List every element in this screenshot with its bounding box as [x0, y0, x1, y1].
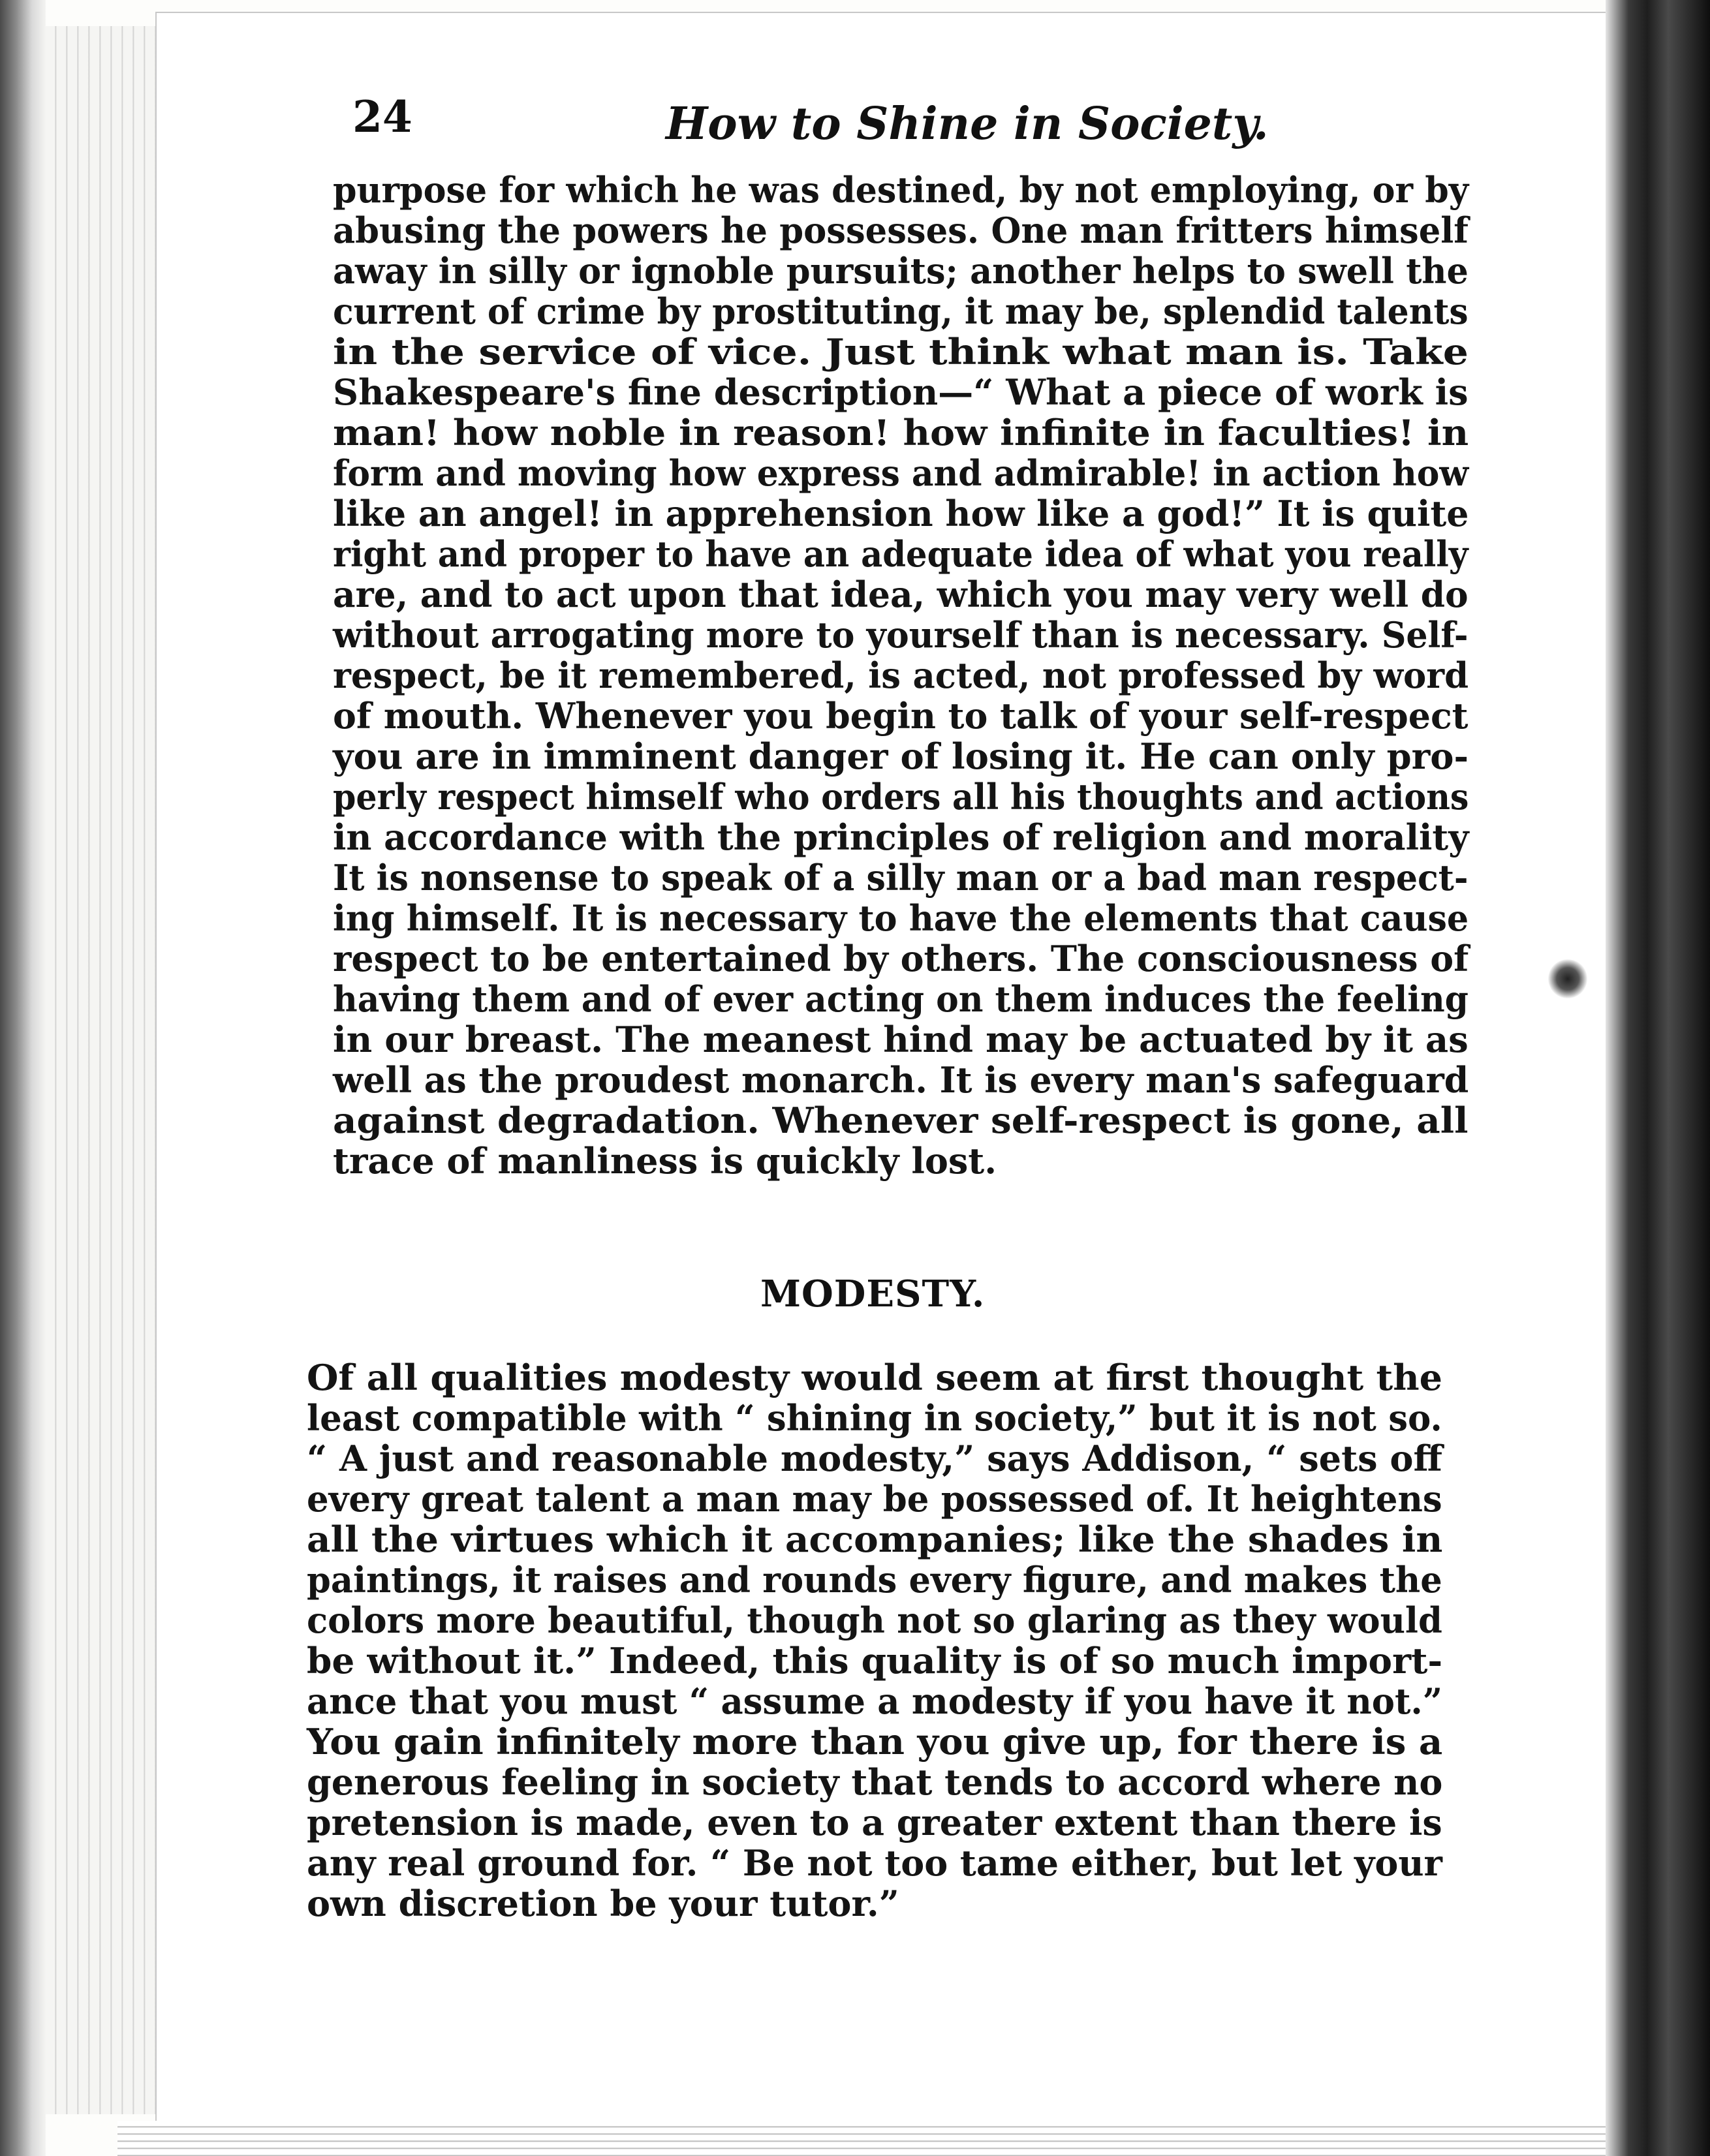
text-line: any real ground for. “ Be not too tame either, but let your [307, 1842, 1442, 1884]
text-line: having them and of ever acting on them induces the feeling [333, 978, 1469, 1020]
text-line: be without it.” Indeed, this quality is of so much import- [307, 1640, 1443, 1682]
text-line: paintings, it raises and rounds every figure, and makes the [307, 1559, 1442, 1601]
text-line: in the service of vice. Just think what man is. Take [333, 331, 1469, 373]
page-number: 24 [352, 91, 412, 142]
bottom-page-stack [117, 2121, 1638, 2156]
text-line: of mouth. Whenever you begin to talk of your self-respect [333, 695, 1469, 737]
text-line: Shakespeare's fine description—“ What a piece of work is [333, 371, 1469, 413]
text-line: own discretion be your tutor.” [307, 1883, 899, 1924]
running-head: How to Shine in Society. [666, 98, 1269, 150]
paragraph-self-respect [333, 170, 1469, 1201]
text-line: man! how noble in reason! how infinite in faculties! in [333, 412, 1469, 454]
text-line: respect, be it remembered, is acted, not professed by word [333, 654, 1469, 696]
text-line: purpose for which he was destined, by not employing, or by [333, 169, 1469, 211]
text-line: abusing the powers he possesses. One man fritters himself [333, 209, 1469, 251]
text-line: against degradation. Whenever self-respect is gone, all [333, 1100, 1469, 1141]
text-line: You gain infinitely more than you give up, for there is a [307, 1721, 1443, 1763]
left-book-edge [0, 0, 46, 2156]
text-line: without arrogating more to yourself than is necessary. Self- [333, 614, 1469, 656]
section-heading: MODESTY. [760, 1272, 986, 1316]
text-line: respect to be entertained by others. The consciousness of [333, 938, 1469, 979]
text-line: It is nonsense to speak of a silly man or a bad man respect- [333, 857, 1469, 899]
text-line: pretension is made, even to a greater extent than there is [307, 1802, 1442, 1843]
text-line: like an angel! in apprehension how like a god!” It is quite [333, 493, 1469, 534]
text-line: Of all qualities modesty would seem at first thought the [307, 1357, 1443, 1398]
text-line: generous feeling in society that tends to accord where no [307, 1761, 1443, 1803]
text-line: all the virtues which it accompanies; like the shades in [307, 1518, 1443, 1560]
left-page-stack [46, 26, 163, 2114]
text-line: in our breast. The meanest hind may be actuated by it as [333, 1019, 1469, 1060]
text-line: least compatible with “ shining in society,” but it is not so. [307, 1397, 1442, 1439]
text-line: “ A just and reasonable modesty,” says Addison, “ sets off [307, 1438, 1442, 1479]
right-binding-edge [1606, 0, 1710, 2156]
text-line: well as the proudest monarch. It is every man's safeguard [333, 1059, 1469, 1101]
text-line: ing himself. It is necessary to have the elements that cause [333, 897, 1469, 939]
text-line: current of crime by prostituting, it may be, splendid talents [333, 290, 1469, 332]
text-line: in accordance with the principles of religion and morality [333, 816, 1469, 858]
text-line: form and moving how express and admirable! in action how [333, 452, 1469, 494]
paragraph-modesty [307, 1357, 1442, 1932]
text-line: are, and to act upon that idea, which you may very well do [333, 574, 1469, 615]
text-line: perly respect himself who orders all his thoughts and actions [333, 776, 1469, 818]
text-line: right and proper to have an adequate idea of what you really [333, 533, 1469, 575]
text-line: away in silly or ignoble pursuits; another helps to swell the [333, 250, 1469, 292]
binding-hole [1548, 959, 1587, 998]
text-line: colors more beautiful, though not so glaring as they would [307, 1599, 1442, 1641]
text-line: every great talent a man may be possessed of. It heightens [307, 1478, 1442, 1520]
text-line: you are in imminent danger of losing it. He can only pro- [333, 735, 1469, 777]
text-line: trace of manliness is quickly lost. [333, 1140, 997, 1182]
text-line: ance that you must “ assume a modesty if you have it not.” [307, 1680, 1443, 1722]
